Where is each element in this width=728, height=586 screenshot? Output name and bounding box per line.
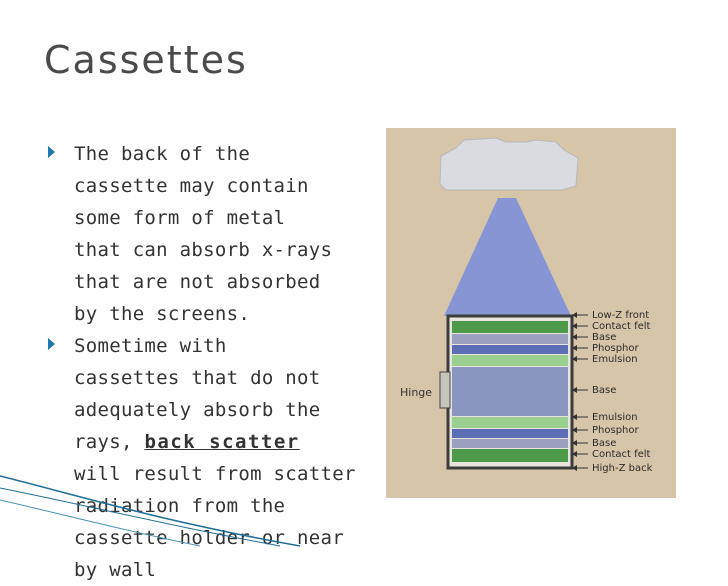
layer-label: Low-Z front [592, 310, 650, 321]
layer-phosphor [452, 429, 568, 438]
bullet-item [48, 138, 358, 330]
layer-label: Base [592, 385, 617, 396]
bullet-item [48, 330, 358, 586]
layer-label: Base [592, 332, 617, 343]
slide-title: Cassettes [44, 38, 248, 82]
layer-high-z-back [452, 449, 568, 462]
layer-label: Emulsion [592, 412, 638, 423]
hinge-label: Hinge [400, 386, 433, 399]
xray-tube-icon [440, 138, 578, 190]
layer-label: High-Z back [592, 463, 653, 474]
layer-label: Contact felt [592, 321, 651, 332]
bullet-text-end: will result from scatter radiation from the cassette holder or near by wall [74, 463, 356, 581]
layer-base [452, 439, 568, 448]
layer-phosphor [452, 345, 568, 354]
cassette-diagram [386, 128, 676, 498]
layer-emulsion [452, 355, 568, 366]
bullet-text: The back of the cassette may contain some form of metal that can absorb x-rays that are not absorbed by the screens. [74, 143, 333, 325]
cassette-cross-section [440, 316, 572, 468]
bullet-arrow-icon [48, 146, 55, 158]
layer-label: Base [592, 438, 617, 449]
bullet-arrow-icon [48, 338, 55, 350]
bullet-text-start: Sometime with cassettes that do not adequately absorb the rays, [74, 335, 321, 453]
layer-emulsion [452, 417, 568, 428]
bullet-list [48, 138, 358, 586]
hinge-block [440, 372, 450, 408]
key-term-link[interactable]: back scatter [144, 431, 300, 453]
layer-label: Contact felt [592, 449, 651, 460]
layer-label: Phosphor [592, 425, 639, 436]
layer-low-z-front [452, 321, 568, 333]
bullet-text [74, 335, 356, 581]
layer-center-base [452, 367, 568, 416]
layer-base [452, 334, 568, 344]
layer-label: Emulsion [592, 354, 638, 365]
layer-label: Phosphor [592, 343, 639, 354]
